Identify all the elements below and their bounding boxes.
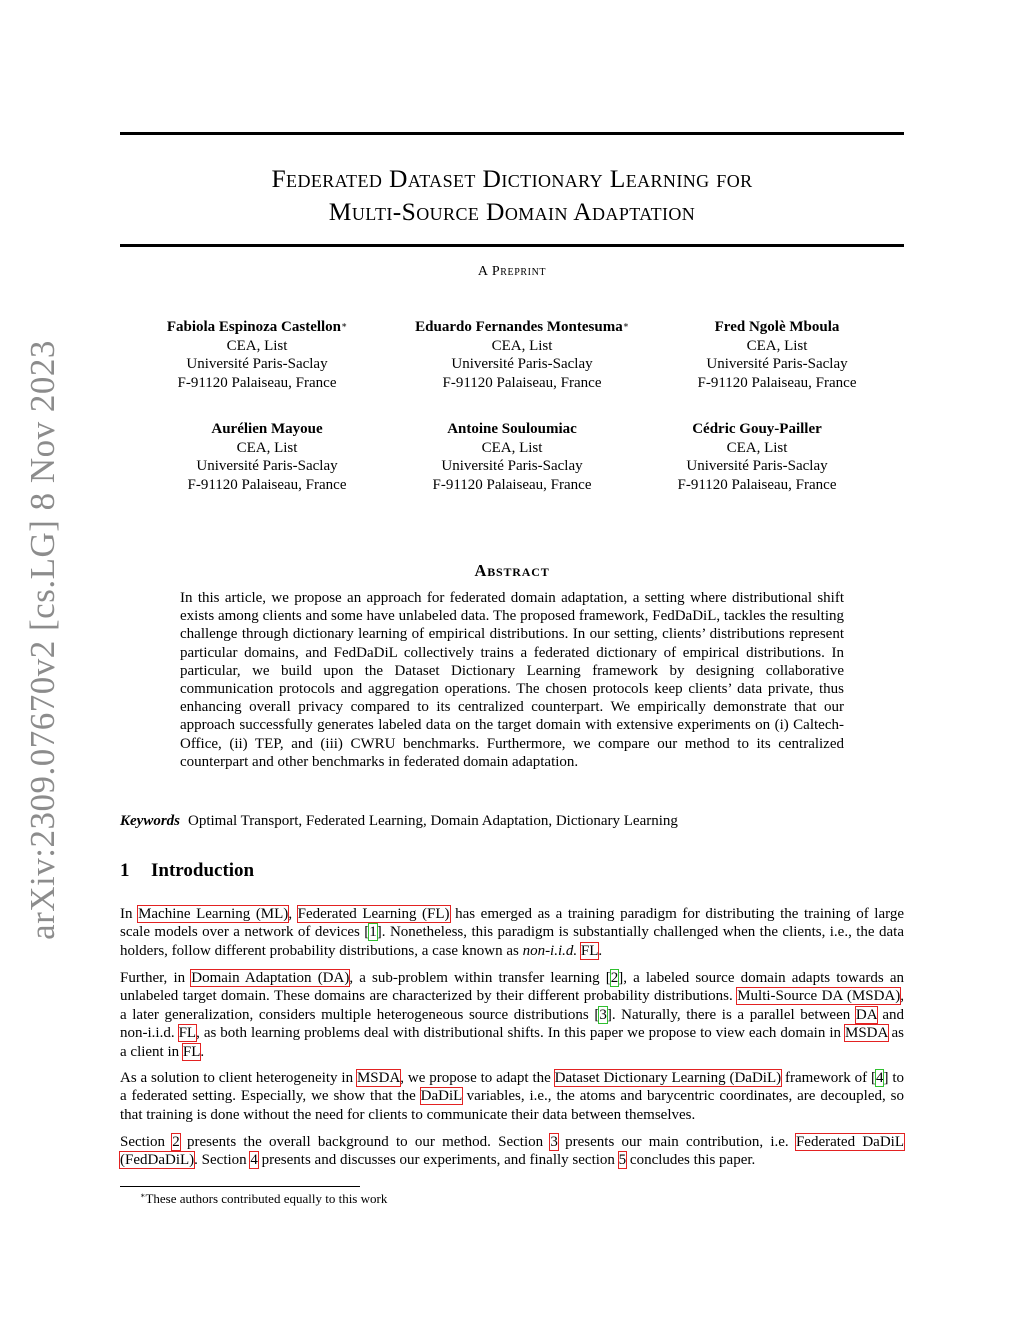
author-university: Université Paris-Saclay [441, 458, 583, 474]
acronym-link-da[interactable]: Domain Adaptation (DA) [191, 970, 350, 986]
preprint-label: A Preprint [477, 264, 547, 279]
section-number: 1 [120, 860, 130, 881]
footnote-text: These authors contributed equally to this work [145, 1191, 388, 1206]
author-affiliation: CEA, List [226, 337, 288, 354]
acronym-link-fl[interactable]: FL [580, 942, 599, 959]
arxiv-identifier: arXiv:2309.07670v2 [cs.LG] 8 Nov 2023 [23, 340, 62, 940]
author-university: Université Paris-Saclay [686, 458, 828, 474]
author-address: F-91120 Palaiseau, France [677, 476, 837, 493]
author-university: Université Paris-Saclay [451, 356, 593, 372]
author-address: F-91120 Palaiseau, France [187, 476, 347, 493]
intro-paragraph-1: In Machine Learning (ML), Federated Learning (FL) has emerged as a training paradigm for distributing the training of large scale models over a network of devices [1]. Nonetheless, this paradigm is substantially challenged when the clients, i.e., the data holders, follow different probability distributions, a case known as non-i.i.d. FL. [120, 906, 905, 959]
acronym-link-dadil[interactable]: Dataset Dictionary Learning (DaDiL) [554, 1070, 782, 1086]
intro-paragraph-2: Further, in Domain Adaptation (DA), a sub-problem within transfer learning [2], a labeled source domain adapts towards an unlabeled target domain. These domains are characterized by their different probability distributions. Multi-Source DA (MSDA), a later generalization, considers multiple heterogeneous source distributions [3]. Naturally, there is a parallel between DA and non-i.i.d. FL, as both learning problems deal with distributional shifts. In this paper we propose to view each domain in MSDA as a client in FL. [120, 970, 904, 1060]
footnote-mark: ∗ [140, 1191, 146, 1200]
acronym-link-dadil[interactable]: DaDiL [420, 1088, 462, 1105]
acronym-link-feddadil[interactable]: Federated DaDiL (FedDaDiL) [120, 1134, 904, 1169]
author-block [433, 420, 592, 494]
author-name: Aurélien Mayoue [211, 421, 323, 437]
citation-link-3[interactable]: 3 [599, 1006, 607, 1023]
author-block [415, 318, 629, 392]
citation-link-2[interactable]: 2 [610, 970, 619, 986]
author-name: Cédric Gouy-Pailler [692, 421, 822, 437]
author-affiliation: CEA, List [236, 439, 298, 456]
acronym-link-fl[interactable]: FL [182, 1043, 201, 1060]
acronym-link-msda[interactable]: MSDA [844, 1025, 888, 1042]
author-university: Université Paris-Saclay [196, 458, 338, 474]
section-title: Introduction [151, 860, 255, 881]
citation-link-1[interactable]: 1 [369, 924, 377, 941]
author-address: F-91120 Palaiseau, France [432, 476, 592, 493]
author-affiliation: CEA, List [481, 439, 543, 456]
section-ref-link-5[interactable]: 5 [618, 1152, 627, 1169]
author-name: Antoine Souloumiac [447, 421, 577, 437]
section-ref-link-3[interactable]: 3 [550, 1134, 558, 1150]
intro-paragraph-4: Section 2 presents the overall background to our method. Section 3 presents our main contribution, i.e. Federated DaDiL (FedDaDiL). Section 4 presents and discusses our experiments, and finally section 5 concludes this paper. [120, 1134, 904, 1169]
section-heading-introduction [120, 860, 254, 882]
keywords-text: Optimal Transport, Federated Learning, Domain Adaptation, Dictionary Learning [188, 813, 678, 829]
keywords-label: Keywords [120, 813, 180, 829]
author-university: Université Paris-Saclay [706, 356, 848, 372]
equal-contribution-mark[interactable]: ∗ [622, 320, 629, 330]
acronym-link-msda[interactable]: MSDA [356, 1070, 401, 1086]
abstract-text: In this article, we propose an approach for federated domain adaptation, a setting where distributional shift exists among clients and some have unlabeled data. The proposed framework, FedDaDiL, tackles the resulting challenge through dictionary learning of empirical distributions. In our setting, clients’ distributions represent particular domains, and FedDaDiL collectively trains a federated dictionary of empirical distributions. In particular, we build upon the Dataset Dictionary Learning framework by designing collaborative communication protocols and aggregation operations. The chosen protocols keep clients’ data private, thus enhancing overall privacy compared to its centralized counterpart. We empirically demonstrate that our approach successfully generates labeled data on the target domain with extensive experiments on (i) Caltech-Office, (ii) TEP, and (iii) CWRU benchmarks. Furthermore, we compare our method to its centralized counterpart and other benchmarks in federated domain adaptation. [180, 590, 844, 770]
intro-paragraph-3: As a solution to client heterogeneity in MSDA, we propose to adapt the Dataset Dictionary Learning (DaDiL) framework of [4] to a federated setting. Especially, we show that the DaDiL variables, i.e., the atoms and barycentric coordinates, are decoupled, so that training is done without the need for clients to communicate their data between themselves. [120, 1070, 905, 1123]
title-line-1: Federated Dataset Dictionary Learning for [271, 164, 753, 193]
author-block [698, 318, 857, 392]
equal-contribution-mark[interactable]: ∗ [341, 320, 348, 330]
author-name: Eduardo Fernandes Montesuma [415, 319, 623, 335]
author-affiliation: CEA, List [491, 337, 553, 354]
author-block [167, 318, 347, 392]
author-address: F-91120 Palaiseau, France [697, 374, 857, 391]
author-block [678, 420, 837, 494]
keywords-line [120, 813, 678, 830]
section-ref-link-4[interactable]: 4 [250, 1152, 258, 1169]
acronym-link-msda[interactable]: Multi-Source DA (MSDA) [737, 988, 901, 1005]
acronym-link-ml[interactable]: Machine Learning (ML) [138, 906, 289, 922]
paper-title [120, 162, 904, 228]
footnote-rule [120, 1186, 360, 1187]
author-name: Fabiola Espinoza Castellon [166, 319, 342, 335]
title-top-rule [120, 132, 904, 135]
acronym-link-da[interactable]: DA [855, 1006, 877, 1023]
author-name: Fred Ngolè Mboula [714, 319, 840, 335]
abstract-heading: Abstract [474, 561, 550, 580]
author-affiliation: CEA, List [726, 439, 788, 456]
author-block [188, 420, 347, 494]
footnote [140, 1191, 387, 1207]
title-bottom-rule [120, 244, 904, 247]
author-university: Université Paris-Saclay [186, 356, 328, 372]
author-affiliation: CEA, List [746, 337, 808, 354]
acronym-link-fl[interactable]: FL [178, 1025, 197, 1042]
title-line-2: Multi-Source Domain Adaptation [328, 197, 696, 226]
acronym-link-fl[interactable]: Federated Learning (FL) [297, 906, 450, 922]
section-ref-link-2[interactable]: 2 [172, 1134, 180, 1150]
author-address: F-91120 Palaiseau, France [177, 374, 337, 391]
author-address: F-91120 Palaiseau, France [442, 374, 602, 391]
citation-link-4[interactable]: 4 [875, 1070, 884, 1086]
